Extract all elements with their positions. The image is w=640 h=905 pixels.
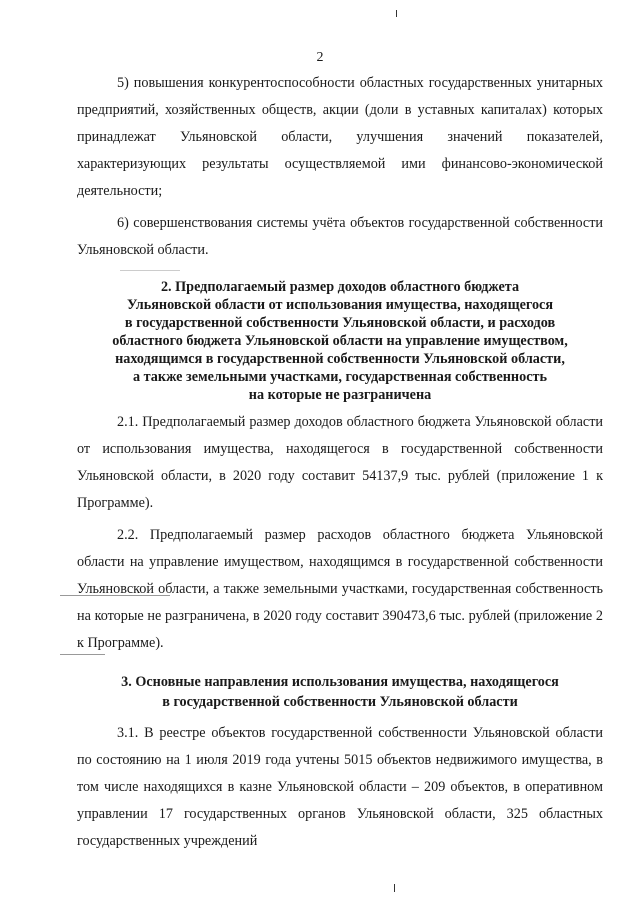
heading-line: а также земельными участками, государственная собственность <box>133 369 547 385</box>
heading-line: находящимся в государственной собственности Ульяновской области, <box>115 351 565 367</box>
paragraph-2-2: 2.2. Предполагаемый размер расходов областного бюджета Ульяновской области на управление имуществом, находящимся в государственной собственности Ульяновской области, а также земельными участками, государственная собственность на которые не разграничена, в 2020 году составит 390473,6 тыс. рублей (приложение 2 к Программе). <box>77 527 603 651</box>
paragraph-2-1: 2.1. Предполагаемый размер доходов областного бюджета Ульяновской области от использования имущества, находящегося в государственной собственности Ульяновской области, в 2020 году составит 54137,9 тыс. рублей (приложение 1 к Программе). <box>77 414 603 511</box>
section-3-body <box>77 720 603 855</box>
heading-line: на которые не разграничена <box>248 387 432 403</box>
section-3-heading <box>77 672 603 712</box>
scan-mark-bottom <box>394 884 395 892</box>
heading-line: областного бюджета Ульяновской области на управление имуществом, <box>112 333 568 349</box>
section-2-heading <box>77 278 603 404</box>
section-2-body <box>77 409 603 657</box>
paragraph-3-1: 3.1. В реестре объектов государственной собственности Ульяновской области по состоянию на 1 июля 2019 года учтены 5015 объектов недвижимого имущества, в том числе находящихся в казне Ульяновской области – 209 объектов, в оперативном управлении 17 государственных органов Ульяновской области, 325 областных государственных учреждений <box>77 725 603 849</box>
scan-mark-top <box>396 10 397 17</box>
heading-line: 3. Основные направления использования имущества, находящегося <box>121 674 559 690</box>
heading-line: в государственной собственности Ульяновской области, и расходов <box>124 315 556 331</box>
page-number: 2 <box>316 50 324 65</box>
scan-artifact-dash <box>120 270 180 271</box>
list-item-5: 5) повышения конкурентоспособности областных государственных унитарных предприятий, хозяйственных обществ, акции (доли в уставных капиталах) которых принадлежат Ульяновской области, улучшения значений показателей, характеризующих результаты осуществляемой ими финансово-экономической деятельности; <box>77 75 603 199</box>
heading-line: Ульяновской области от использования имущества, находящегося <box>126 297 554 313</box>
list-item-6: 6) совершенствования системы учёта объектов государственной собственности Ульяновской области. <box>77 215 603 258</box>
heading-line: в государственной собственности Ульяновской области <box>162 694 518 710</box>
list-block <box>77 70 603 264</box>
heading-line: 2. Предполагаемый размер доходов областного бюджета <box>160 279 520 295</box>
